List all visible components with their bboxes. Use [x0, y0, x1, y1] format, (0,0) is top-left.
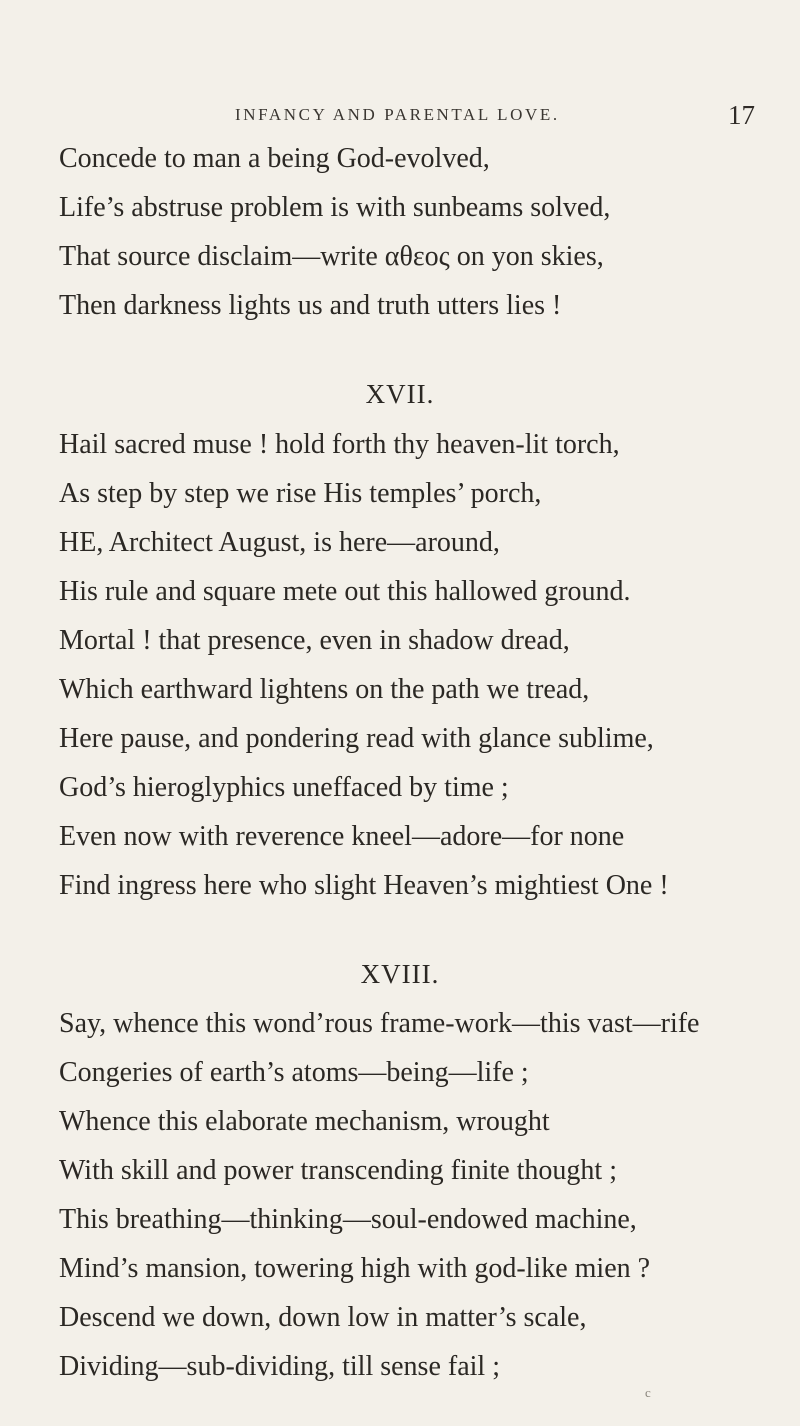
page-number: 17 — [728, 100, 755, 130]
poem-line: God’s hieroglyphics uneffaced by time ; — [59, 772, 509, 803]
poem-line: Then darkness lights us and truth utters lies ! — [59, 290, 562, 321]
poem-line: Hail sacred muse ! hold forth thy heaven-lit torch, — [59, 429, 620, 460]
poem-line: Say, whence this wond’rous frame-work—this vast—rife — [59, 1008, 700, 1039]
poem-line: Life’s abstruse problem is with sunbeams solved, — [59, 192, 611, 223]
printer-signature: c — [645, 1385, 651, 1400]
poem-line: HE, Architect August, is here—around, — [59, 527, 500, 558]
poem-line: Descend we down, down low in matter’s scale, — [59, 1302, 587, 1333]
poem-line: This breathing—thinking—soul-endowed machine, — [59, 1204, 637, 1235]
poem-line: Even now with reverence kneel—adore—for none — [59, 821, 625, 852]
running-title: INFANCY AND PARENTAL LOVE. — [235, 105, 560, 124]
poem-line: Whence this elaborate mechanism, wrought — [59, 1106, 550, 1137]
running-head — [0, 95, 800, 135]
poem-line: His rule and square mete out this hallowed ground. — [59, 576, 631, 607]
poem-line: That source disclaim—write αθεος on yon skies, — [59, 241, 604, 272]
stanza-heading: XVII. — [365, 379, 435, 409]
poem-line: Mind’s mansion, towering high with god-like mien ? — [59, 1253, 651, 1284]
stanza-heading: XVIII. — [360, 959, 440, 989]
poem-line: Congeries of earth’s atoms—being—life ; — [59, 1057, 529, 1088]
poem-line: Concede to man a being God-evolved, — [59, 143, 490, 174]
poem-line: Mortal ! that presence, even in shadow dread, — [59, 625, 570, 656]
poem-line: As step by step we rise His temples’ porch, — [59, 478, 542, 509]
poem-line: Find ingress here who slight Heaven’s mightiest One ! — [59, 870, 669, 901]
poem-line: Which earthward lightens on the path we tread, — [59, 674, 590, 705]
poem-line: Here pause, and pondering read with glance sublime, — [59, 723, 654, 754]
poem-line: With skill and power transcending finite thought ; — [59, 1155, 617, 1186]
poem-line: Dividing—sub-dividing, till sense fail ; — [59, 1351, 500, 1382]
